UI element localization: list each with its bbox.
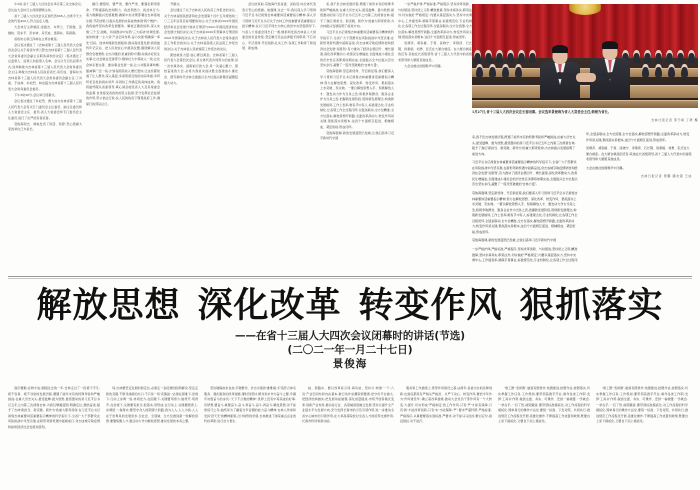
body-paragraph: 习近平总书记视察吉林重要讲话重要指示精神的科学指引下,全省广大干部群众在风险挑战中攻坚克难,在新形势新机遇中砥砺奋进,众志成城夺取疫情防控和经济社会发展'双胜利',有力推动了经济企稳回升、增长提速,深化改革聚动力,改善民生增福祉,全面建成小康社会的历史性任务即将如期完成,全面振兴全方位振兴迈出坚实步伐,凝聚了一股攻坚破难的'吉林力量'。: [472, 160, 578, 187]
body-paragraph: 一步严格护律,严格标准,严格程序,坚持改革创新、与时俱进,坚持使之又用,精准推算,坚持求真务实,职责法外,切实做好'严格规定',内要从基层落实力,坚持中央调中心,工作提表率,确保手里事业,标准规范化,专业机制化,让各项工作全过程闭环,全链条联动,全方位统筹,全方位落实,解放思想开新路,全面改革添动力,转变作风是关键,狠抓落实是根本,这四个方面相互促进,形成闭环。: [472, 132, 690, 263]
conference-photo-block: [472, 4, 698, 128]
body-paragraph: 会议通过了关于吉林省人民政府工作报告的决议、关于吉林省国民经济和社会发展第十四个五年规划和二〇三五年远景目标纲要的决议;关于吉林省2020年国民经济和社会发展计划执行情况与2021年国民经济和社会发展计划的决议;关于吉林省2020年预算执行情况和2021年预算的决议;关于吉林省人民代表大会常务委员会工作报告的决议;关于吉林省高级人民法院工作报告的决议;关于吉林省人民检察院工作报告的决议。: [164, 8, 238, 51]
handshake-photo: [472, 4, 698, 108]
handshake-icon: [576, 73, 596, 82]
photo-caption: 1月27日,省十三届人大四次会议在长春闭幕。会议选举景俊海为省人大常委会主任,韩俊为省长。: [472, 110, 612, 114]
body-paragraph: 一步严格护律,严格标准,严格程序,坚持改革创新、与时俱进,坚持使之又用,精准推算,坚持求真务实,职责法外,切实做好'严格规定',内要从基层落实力,坚持中央调中心,工作提表率,确保手里事业,标准规范化,专业机制化,让各项工作全过程闭环,全链条联动,全方位统筹,全方位落实,解放思想开新路,全面改革添动力,转变作风是关键,狠抓落实是根本,这四个方面相互促进,形成闭环。: [398, 2, 472, 40]
top-column-1: [8, 2, 82, 274]
headline-date: (二〇二一年一月二十七日): [287, 344, 413, 356]
body-paragraph: 景俊海同志、韩俊发表了讲话、致辞,衷心感谢大家选举自己为省长。: [8, 121, 82, 132]
body-paragraph: 景俊海强调,坚定新使命、开启新征程,我们要深入学习贯彻习近平总书记视察吉林重要讲话重要指示精神,努力在解放思想、深化改革、转变作风、狠抓落实上求突破、见实效。一要以解放思想入手、积极解放人才、激发动力作为当务之急,积极争取群众、服务企业作为当务之需,把握新发展阶段,贯彻新发展理念,构建新发展格局,工作上表率,唯有手中有人,标准观念化,专业机制化,让各项工作全过程闭环,全链条联动,全方位精准,全方位落实,解放思想开新路,全面改革添动力,转变作风是关键,狠抓落实是根本,这四个方面相互促进、相辅相成、紧密衔接,形成闭环。: [472, 191, 578, 234]
body-paragraph: 大会在雄壮的国歌声中闭幕。: [586, 165, 626, 170]
body-paragraph: 同,吉林要坚定发展的新定位,必须走一条疫情的困局解决,坚定走新的突围,不断寻找新的出口,不只是一场'突围战','必须在困难下,逆境下,行动上步调一致,协同发力,在困难下,关键要用得力,做得开,用得开,在逆境下,关键要有担当,抓落实,用形成,在行动上,关键要跟得上,步调统一,做得实,要坚守众人的期望大的路,我为人人,人人为我,人人在于世界是的发展需求,全社会、全领域、全方位推进新一轮解放思想,要聚集聚人才,激活动力作为解放思想,推动发展的本务之要。: [106, 386, 198, 423]
top-column-6: [398, 2, 472, 274]
top-column-2: [86, 2, 160, 274]
bottom-column-6: [498, 386, 590, 490]
body-paragraph: 服务和工作措施上,贯穿作风建设之基,这两年,省委出台的各种创新,也到底都是有严格从严格治、从严下决心、转变作风,要把今年作为'作风建设年',确立着改革措施,推动大会党员干部作风有一个大转变,大提升,切实形成'严格制定'的工作作风,只有'严'才能有保障,只有'新'才能改革创新,只有'实'才能保障,'严',要求严谨科研,严格标准,严格程序,从事要要落实到标准,严要求,决不能马马虎虎,敷衍应付,拖延拖拉,决不能打。: [400, 386, 492, 423]
body-paragraph: 握行,要组织、要严肃、要作严肃、要强化职责使命、不断提高政治判断力、政治领悟力、政治执行力,着力破解振兴发展难题,确保中央决策部署在吉林落地生根,开花结果,以振兴发展的实际成效体现'两个维护'。我将始终坚持改革发展要务、解放正确改进率,深入实施'三个五'战略、持续推动中东西'三大板块'协调发展,加快构建'一主六双'产业空间布局,奋力实现'两确保一率先'目标。加快构建新发展格局,推动高质量发展,我将始终牢记宗旨、把人民放在心中最高位置,围绕解决人民群众急难愁盼,全办冷暖的'负重的盼'问题,持续办好民生实事,让社会就业安排部分,继承壮大中等收入一线,让社会体系更完善、推动事业发展一线,让公共服务事均衡,缩减事广活一线,计划各国民收入增长更快,让这些都知道了让人群众,深入基层,多谋善谋百姓的实际举措,多听听老百姓的真实呼声,多同时工作确定的具体成效。我将始终服从省委领导,真心诚意接受省人大及其常委会的监督,自觉接受省政协的民主监督,充分发挥社会监督的作用,带头依法行政,在人民的政府下敬畏政府工作,确保行政部队运行。: [86, 2, 160, 106]
bottom-column-3: [204, 386, 296, 490]
headline-part-4: 狠抓落实: [519, 286, 664, 326]
bottom-column-4: [302, 386, 394, 490]
article-byline: 吉林日报记者 曾鹏 缪友银 王成: [640, 174, 692, 179]
top-column-4: [242, 2, 316, 274]
section-divider-rule: [8, 276, 692, 279]
bottom-column-grid: [8, 386, 692, 490]
top-column-3: [164, 2, 238, 274]
body-paragraph: 会议结束前,景俊海代表省委、省政府,向全体代表表示衷心的感谢。他强调,过去一年,我们深入学习贯彻习近平总书记视察吉林重要讲话重要指示精神,深入学习贯彻习近平总书记关于吉林工作的重要讲话重要指示批示精神,在以习近平同志为核心的党中央坚强领导下,与省人大常委会同志们一道,继承和发扬吉林省人大常委会的优良传统,坚定履行宪法法律赋予的职责,不忘初心、牢记使命,开拓创新,扎实工作,各项工作取得了新进展、新成效。: [242, 2, 316, 51]
headline-part-2: 深化改革: [197, 286, 342, 326]
page-title: [0, 286, 700, 326]
body-paragraph: 粘、新路补、要以改革标示同,真功能、坚持以'构建'一干,六双'产业空间布局内在基本,推行动作步骤资源要素,把守好平台做大,把经济结构做实,把发展动能做强,深化质量提质,市场开放等模式变革,创新产业布局,推动各行业、各领域深度融合发展,坚持以提升全产业链水平为发展方向,充分发挥长春市的示范引领作用,进一步推动全省中心城市的引领作用,在大举高等院校对全省人才的培养支撑作用,长春市机场和新动能。: [302, 386, 394, 423]
body-paragraph: 景俊海强调,坚定新使命、开启新征程,我们要深入学习贯彻习近平总书记视察吉林重要讲话重要指示精神,努力在解放思想、深化改革、转变作风、狠抓落实上求突破、见实效。一要以解放思想入手、积极解放人才、激发动力作为当务之急,积极争取群众、服务企业作为当务之需,把握新发展阶段,贯彻新发展理念,构建新发展格局,工作上表率,唯有手中有人,标准观念化,专业机制化,让各项工作全过程闭环,全链条联动,全方位精准,全方位落实,解放思想开新路,全面改革添动力,转变作风是关键,狠抓落实是根本,这四个方面相互促进、相辅相成、紧密衔接,形成闭环。: [320, 69, 394, 129]
headline-subtitle: ——在省十三届人大四次会议闭幕时的讲话(节选): [234, 330, 466, 342]
top-column-7: [472, 132, 692, 274]
body-paragraph: 景俊海强调,新的发展蓝图已绘就,让我们高举习近平新时代中国: [320, 130, 394, 141]
headline-part-3: 转变作风: [358, 286, 503, 326]
top-column-5: [320, 2, 394, 274]
body-paragraph: '施工图''表和图',做到有图像作,依图推进,按图作业,按图落实,切实掌握工作任务,工作规则,要带领着推手开业,制作各类工作职,发挥'工具书'作用,做到全面、务实、可操作、安排一看就懂,一学就会,一拿在手,一目了然,前期避查,要带领标准模板化,对工作流程的科学模板化,简单易行的操作方法论,要统一标准、下发对照、共同执行,推进规范工作流程化开展,直推化操作,不断提高工作质量和效果,既要自上而下模板化,又要自下而上模板化。: [498, 386, 590, 423]
body-paragraph: 大会在雄壮的国歌声中闭幕。: [404, 63, 444, 68]
photo-credit: 吉林日报记者 邹乃硕 丁研 摄: [651, 117, 698, 122]
headline-part-1: 解放思想: [36, 286, 181, 326]
bottom-column-7: [596, 386, 688, 490]
body-paragraph: 省政协主席江泽林在主席台就座。: [14, 36, 60, 41]
body-paragraph: 家,我不负吉林发展历程,攒通了前所未有的特殊考验和严峻挑战,在重大历史关头,最受鼓舞、最为欣慰,最感激动的是习近平总书记五年之内第三次视察吉林,赋予了我们'新担当、新突破、新作为'的重大职责使命,为吉林振兴发展指明了前进方向。: [472, 135, 576, 156]
speech-article-section: [0, 386, 700, 490]
body-paragraph: 家,我不负吉林发展历程,攒通了前所未有的特殊考验和严峻挑战,在重大历史关头,最受鼓舞、最为欣慰,最感激动的是习近平总书记五年之内第三次视察吉林,赋予了我们'新担当、新突破、新作为'的重大职责使命,为吉林振兴发展指明了前进方向。: [320, 2, 394, 29]
top-column-grid: [8, 2, 698, 274]
bottom-column-1: [8, 386, 100, 490]
top-column-7-inner: [472, 132, 692, 274]
body-paragraph: 会议表决通过了朴松烈、源大成为吉林省第十三届人民代表大会有关专门委员会主任委员、副主任委员和人大常委会主任、委员,省人大常委会和专门委员会主任委员,进行了庄严的宣誓宣誓。: [8, 99, 82, 120]
body-paragraph: 到序要勤,在物半成,刚刚过去的一年,吉林走过了一段极不平凡,极不容易、极不寻常的发展历程,遭遇了前所未有的特殊考验和严峻挑战,在重大历史关头,最受鼓舞,最为欣慰,最感激动的是习近平总书记五年之内第三次视察吉林,为我们擘画蓝图,明确定位,激励奋进,赋予了吉林'新担当、新突破、新作为'的重大职责使命,在习近平总书记视察吉林重要讲话重要指示精神的科学指引下,全省广大干部群众在风险挑战中攻坚克难,在新形势新机遇中砥砺前行,众志成城夺取疫情防控和经济社会发展双胜利。: [8, 386, 100, 429]
body-paragraph: '施工图''表和图',做到有图像作,依图推进,按图作业,按图落实,切实掌握工作任务,工作规则,要带领着推手开业,制作各类工作职,发挥'工具书'作用,做到全面、务实、可操作、安排一看就懂,一学就会,一拿在手,一目了然,前期避查,要带领标准模板化,对工作流程的科学模板化,简单易行的操作方法论,要统一标准、下发对照、共同执行,推进规范工作流程化开展,直推化操作,不断提高工作质量和效果,既要自上而下模板化,又要自下而上模板化。: [596, 386, 688, 423]
body-paragraph: 午2时,省十三届人大四次会议举行第三次全体会议,会议由大会执行主席朗德顺主持。: [8, 2, 82, 12]
body-paragraph: 下午3时30分,会议举行闭幕式。: [14, 93, 58, 98]
body-paragraph: 景俊海强调,新的发展蓝图已绘就,让我们高举习近平新时代中国: [472, 238, 557, 243]
body-paragraph: 吴靖萍、胡家椿、于莉、匡晓宁、李锦济、石长铜、侯素娟、刘勇、张庆在大厦台就座。在大厦台就座的还有:其他在长省级领导,省十三届人大代表中的省级老领导和大厦团其他成员。: [586, 146, 692, 162]
body-paragraph: 开幕式。: [170, 2, 183, 6]
body-paragraph: 吴靖萍、胡家椿、于莉、匡晓宁、李锦济、石长铜、侯素娟、刘勇、张庆在大厦台就座。在大厦台就座的还有:其他在长省级领导,省十三届人大代表中的省级老领导和大厦团其他成员。: [398, 41, 472, 62]
body-paragraph: 习近平总书记视察吉林重要讲话重要指示精神的科学指引下,全省广大干部群众在风险挑战中攻坚克难,在新形势新机遇中砥砺奋进,众志成城夺取疫情防控和经济社会发展'双胜利',有力推动了经济企稳回升、增长提速,深化改革聚动力,改善民生增福祉,全面建成小康社会的历史性任务即将如期完成,全面振兴全方位振兴迈出坚实步伐,凝聚了一股攻坚破难的'吉林力量'。: [320, 30, 394, 68]
headline-author: 景俊海: [332, 358, 368, 370]
body-paragraph: 团结就是力量,信心赛过黄金。吉林省第十三届人民代表大会第四次会议,是全体代表共同努力的成果,是一次求真务实、砥砺前行的大会,是一次凝心聚力、团结奋进的大会,必将为我省决战决胜全面建成小康社会、谱写新时代吉林全面振兴全方位振兴新篇章凝聚起强大动力。: [164, 52, 238, 85]
body-paragraph: 大会执行主席就座:金振吉、车秀兰、于国俊、张继枚、贺东平、彭永林、房庆成、雷海东、荣颖春。: [8, 25, 82, 35]
headline-block: [0, 286, 700, 371]
body-paragraph: 省十三届人大四次会议应到代表606人,出席今天大会的代表420人,符合法定人数。: [8, 13, 82, 24]
bottom-column-2: [106, 386, 198, 490]
body-paragraph: 坚决破除故步自封,打破群众、状态出现的'推维墙',打造符合体系服务、强化服务的改革措施,要时刻坚持,群众诉求作为奋斗之要,牢握牢决胜奋斗的步伐,'天下不合难的精神',世界上没有中等其成的好事,有梦想,要奋斗,就要奋斗,奋斗,再奋斗,奋斗,再奋斗,解放思想,决不能像惊弓之鸟,始终是为了魔鬼当年官僚的能力奋斗精神,吉林人传承和发扬'冠天无'的精神面貌,合计树形的价值,吉林推进了国家重点企业的科技革新,进行自力更生,: [204, 386, 296, 423]
bottom-column-5: [400, 386, 492, 490]
podium-front: [472, 100, 698, 108]
body-paragraph: 会议表决通过了《吉林省第十三届人民代表大会第四次会议关于接受车秀兰辞去吉林省第十三届人民代表大会常务委员会副主任职务请求的决定》;表决通过了总监票人、监票人和监票人名单。会议以无记名投票方式,选举韩俊为吉林省第十三届人民代表大会常务委员会主任,韩俊为吉林省人民政府省长,房庆成、雷海东为吉林省第十三届人民代表大会常务委员会副主任,丁共丽、于成林、朴松烈、林洁超为吉林省第十三届人民代表大会常务委员会委员。: [8, 42, 82, 92]
